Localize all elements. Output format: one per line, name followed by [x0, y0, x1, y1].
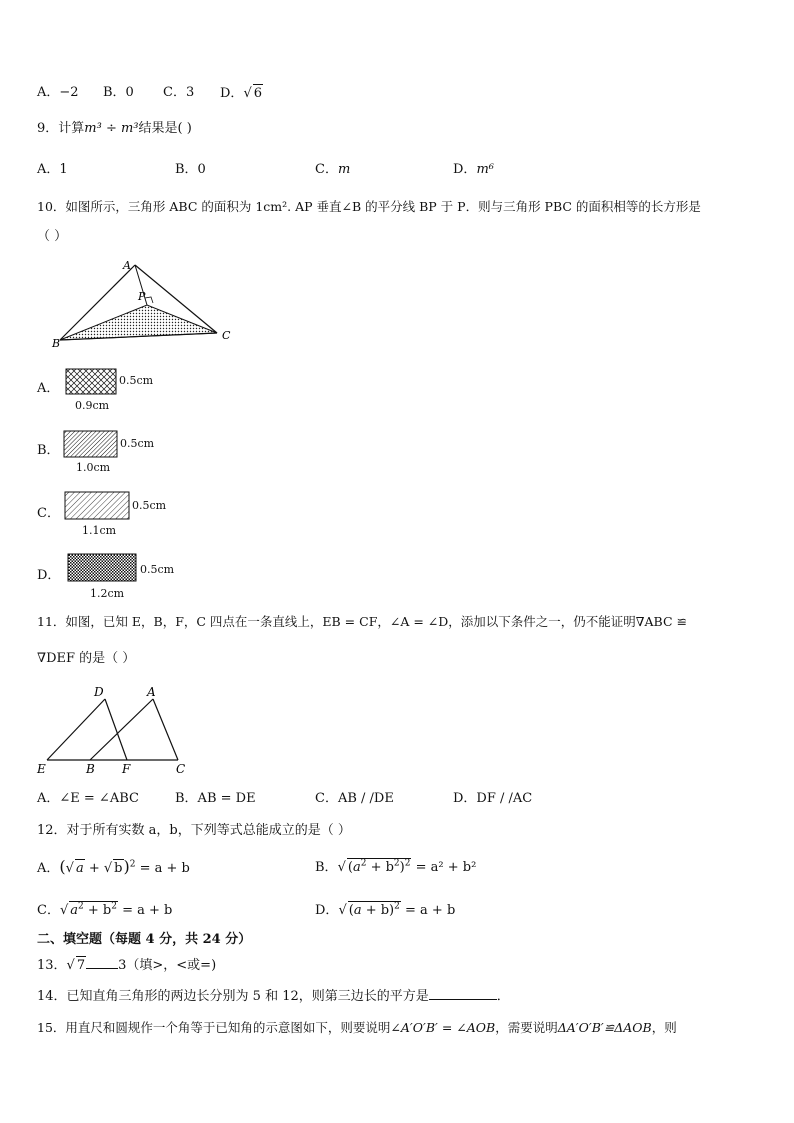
section-2-title: 二、填空题（每题 4 分，共 24 分） [37, 932, 252, 947]
q11-stem-line2: ∇DEF 的是（ ） [37, 651, 136, 666]
q11-label-f: F [122, 762, 131, 776]
q12-option-b: B．√ $(a^2 + b^2)^2 = a^2 + b^2$ [315, 858, 477, 875]
q8-option-a: A．−2 [37, 85, 79, 100]
q14-blank [429, 999, 497, 1000]
q12-option-a: A．(√ a + √ b)$^2$ = a + b [37, 857, 190, 876]
q9-option-b: B．0 [175, 162, 206, 177]
q10-option-d-width: 1.2cm [90, 587, 125, 600]
q11-triangles-figure [30, 682, 200, 777]
q11-label-c: C [176, 762, 186, 776]
q10-option-b-rect [63, 430, 118, 458]
q12-stem: 12．对于所有实数 a，b，下列等式总能成立的是（ ） [37, 823, 351, 838]
q10-option-c-width: 1.1cm [82, 524, 117, 537]
q11-option-b: B．AB = DE [175, 791, 256, 806]
q11-label-a: A [147, 685, 156, 699]
q15-angle-equation: ∠A′O′B′ = ∠AOB [390, 1020, 496, 1035]
q15-stem: 15．用直尺和圆规作一个角等于已知角的示意图如下，则要说明∠A′O′B′ = ∠AOB，需要说明ΔA′O′B′≌ΔAOB，则 [37, 1020, 677, 1035]
q10-option-b-letter: B． [37, 443, 60, 458]
q14-stem: 14．已知直角三角形的两边长分别为 5 和 12，则第三边长的平方是 ． [37, 989, 510, 1004]
q11-option-d: D．DF / /AC [453, 791, 533, 806]
q9-option-c: C．m [315, 162, 351, 177]
q13-stem: 13．√ 7 3（填>，<或=) [37, 958, 217, 973]
q10-stem-line2: （ ） [37, 229, 68, 244]
q11-option-c: C．AB / /DE [315, 791, 394, 806]
q9-option-a: A．1 [37, 162, 68, 177]
q10-option-b-width: 1.0cm [76, 461, 111, 474]
q8-option-c: C．3 [163, 85, 195, 100]
q12-option-c: C．√ $a^2 + b^2 = a + b$ [37, 901, 173, 918]
q11-label-e: E [37, 762, 46, 776]
q10-option-a-height: 0.5cm [119, 374, 154, 387]
q11-option-a: A．∠E = ∠ABC [37, 791, 139, 806]
q8-option-d-radicand: 6 [253, 86, 263, 101]
q10-option-b-height: 0.5cm [120, 437, 155, 450]
q10-label-a: A [123, 259, 131, 272]
q11-label-b: B [86, 762, 95, 776]
q10-stem-line1: 10．如图所示，三角形 ABC 的面积为 1cm². AP 垂直∠B 的平分线 BP 于 P．则与三角形 PBC 的面积相等的长方形是 [37, 199, 701, 214]
q10-option-a-width: 0.9cm [75, 399, 110, 412]
q10-option-d-rect [67, 553, 137, 582]
q11-label-d: D [94, 685, 104, 699]
q12-option-d: D．√ $(a + b)^2 = a + b$ [315, 901, 456, 918]
q10-option-d-height: 0.5cm [140, 563, 175, 576]
q8-option-b: B．0 [103, 85, 134, 100]
q11-stem-line1: 11．如图，已知 E，B，F，C 四点在一条直线上，EB = CF，∠A = ∠D，添加以下条件之一，仍不能证明∇ABC ≌ [37, 614, 687, 629]
q10-option-d-letter: D． [37, 568, 61, 583]
q8-option-d: D．√ 6 [220, 86, 263, 101]
q10-option-c-rect [64, 491, 130, 520]
q10-triangle-figure [30, 255, 250, 350]
q10-label-b: B [52, 337, 61, 350]
q9-stem: 9．计算m³ ÷ m³结果是( ) [37, 121, 192, 136]
q10-option-a-letter: A． [37, 381, 60, 396]
q9-option-d: D．m⁶ [453, 162, 494, 177]
q13-blank [86, 968, 118, 969]
q10-option-c-height: 0.5cm [132, 499, 167, 512]
q10-option-a-rect [65, 368, 117, 395]
q10-option-c-letter: C． [37, 506, 60, 521]
q10-label-p: P [138, 290, 146, 303]
q10-label-c: C [222, 329, 231, 342]
q15-congruence: ΔA′O′B′≌ΔAOB [557, 1020, 652, 1035]
q9-expression: m³ ÷ m³ [84, 121, 139, 136]
